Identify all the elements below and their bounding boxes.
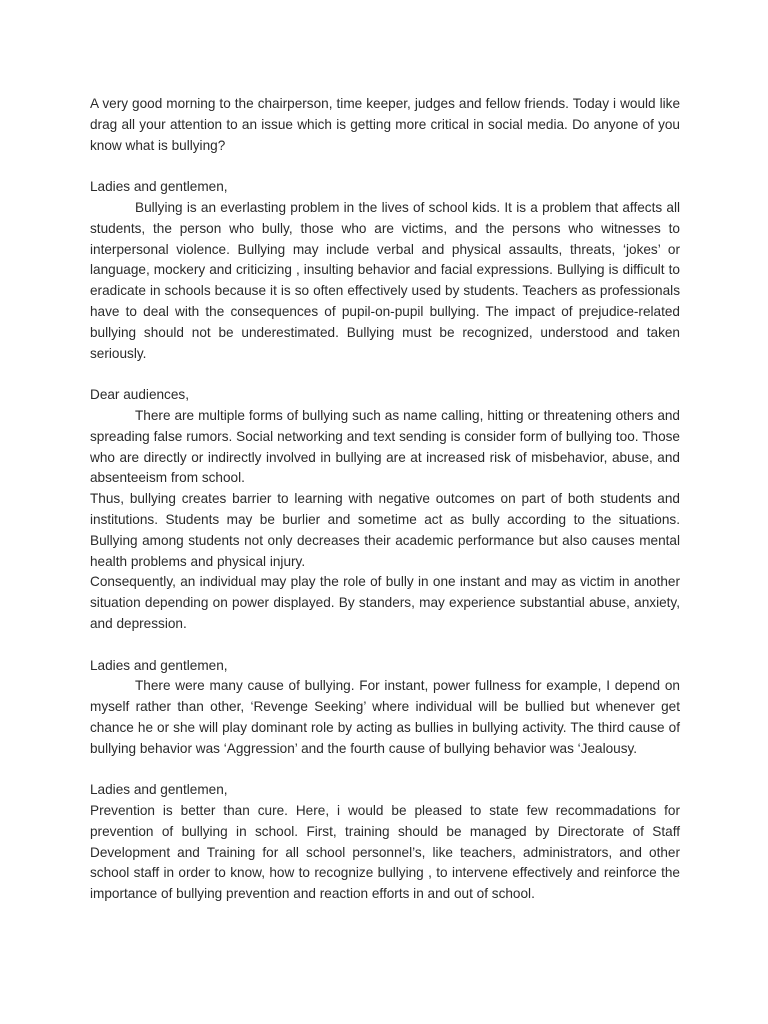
spacer: [90, 760, 680, 781]
salutation-dear-audiences: Dear audiences,: [90, 387, 189, 403]
spacer: [90, 635, 680, 656]
prevention-paragraph: Prevention is better than cure. Here, i would be pleased to state few recommadations for prevention of bullying in school. First, training should be managed by Directorate of Staff Development and Training for all school personnel’s, like teachers, administrators, and other school staff in order to know, how to recognize bullying , to intervene effectively and reinforce the importance of bullying prevention and reaction efforts in and out of school.: [90, 803, 680, 902]
forms-of-bullying-paragraph: There are multiple forms of bullying such as name calling, hitting or threatening others and spreading false rumors. Social networking and text sending is consider form of bullying too. Those who are directly or indirectly involved in bullying are at increased risk of misbehavior, abuse, and absenteeism from school.: [90, 407, 680, 486]
barrier-to-learning-paragraph: Thus, bullying creates barrier to learning with negative outcomes on part of both students and institutions. Students may be burlier and sometime act as bully according to the situations. Bullying among students not only decreases their academic performance but also causes mental health problems and physical injury.: [90, 491, 680, 569]
bullying-definition-paragraph: Bullying is an everlasting problem in the lives of school kids. It is a problem that affects all students, the person who bully, those who are victims, and the persons who witnesses to interpersonal violence. Bullying may include verbal and physical assaults, threats, ‘jokes’ or language, mockery and criticizing , insulting behavior and facial expressions. Bullying is difficult to eradicate in schools because it is so often effectively used by students. Teachers as professionals have to deal with the consequences of pupil-on-pupil bullying. The impact of prejudice-related bullying should not be underestimated. Bullying must be recognized, understood and taken seriously.: [90, 199, 680, 361]
intro-paragraph: A very good morning to the chairperson, time keeper, judges and fellow friends. Today i would like drag all your attention to an issue which is getting more critical in social media. Do anyone of you know what is bullying?: [90, 96, 680, 153]
salutation-ladies-gentlemen-3: Ladies and gentlemen,: [90, 782, 228, 798]
salutation-ladies-gentlemen-1: Ladies and gentlemen,: [90, 179, 228, 195]
causes-of-bullying-paragraph: There were many cause of bullying. For instant, power fullness for example, I depend on myself rather than other, ‘Revenge Seeking’ where individual will be bullied but whenever get chance he or she will play dominant role by acting as bullies in bullying activity. The third cause of bullying behavior was ‘Aggression’ and the fourth cause of bullying behavior was ‘Jealousy.: [90, 678, 680, 756]
spacer: [90, 156, 680, 177]
spacer: [90, 364, 680, 385]
consequences-paragraph: Consequently, an individual may play the role of bully in one instant and may as victim in another situation depending on power displayed. By standers, may experience substantial abuse, anxiety, and depression.: [90, 574, 680, 631]
salutation-ladies-gentlemen-2: Ladies and gentlemen,: [90, 657, 228, 673]
